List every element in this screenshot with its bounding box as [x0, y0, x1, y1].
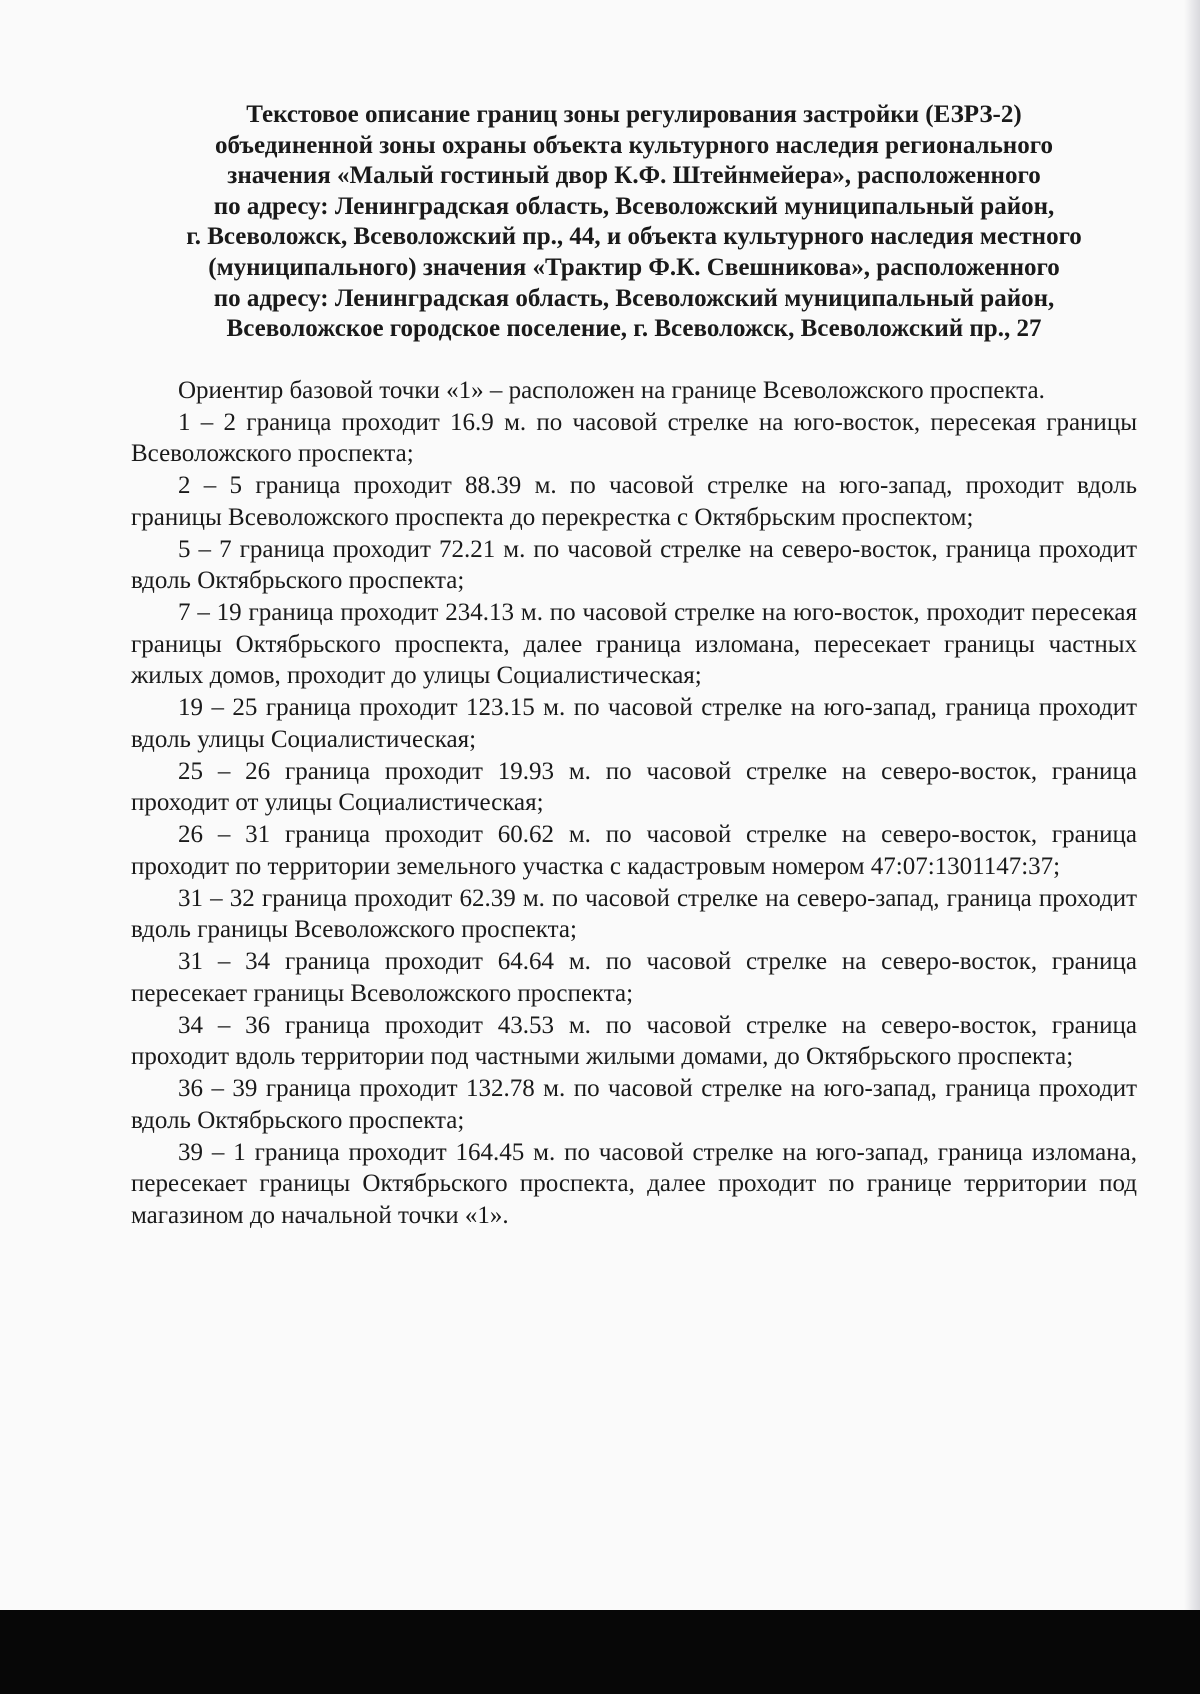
document-body: [131, 375, 1137, 1232]
paragraph-segment-36-39: 36 – 39 граница проходит 132.78 м. по часовой стрелке на юго-запад, граница проходит вдоль Октябрьского проспекта;: [131, 1075, 1137, 1134]
paragraph-segment-1-2: 1 – 2 граница проходит 16.9 м. по часовой стрелке на юго-восток, пересекая границы Всеволожского проспекта;: [131, 408, 1137, 468]
paragraph-segment-39-1: 39 – 1 граница проходит 164.45 м. по часовой стрелке на юго-запад, граница изломана, пересекает границы Октябрьского проспекта, далее проходит по границе территории под магазином до начальной точки «1».: [131, 1138, 1137, 1229]
title-line: (муниципального) значения «Трактир Ф.К. Свешникова», расположенного: [208, 253, 1060, 281]
title-line: Всеволожское городское поселение, г. Всеволожск, Всеволожский пр., 27: [226, 315, 1042, 343]
title-line: г. Всеволожск, Всеволожский пр., 44, и объекта культурного наследия местного: [186, 223, 1082, 251]
paragraph-segment-26-31: 26 – 31 граница проходит 60.62 м. по часовой стрелке на северо-восток, граница проходит по территории земельного участка с кадастровым номером 47:07:1301147:37;: [131, 821, 1137, 880]
title-line: объединенной зоны охраны объекта культурного наследия регионального: [215, 131, 1053, 159]
document-title: [131, 100, 1137, 345]
paragraph-segment-25-26: 25 – 26 граница проходит 19.93 м. по часовой стрелке на северо-восток, граница проходит от улицы Социалистическая;: [131, 757, 1137, 817]
paragraph-segment-31-34: 31 – 34 граница проходит 64.64 м. по часовой стрелке на северо-восток, граница пересекает границы Всеволожского проспекта;: [131, 948, 1137, 1007]
paragraph-segment-19-25: 19 – 25 граница проходит 123.15 м. по часовой стрелке на юго-запад, граница проходит вдоль улицы Социалистическая;: [131, 694, 1137, 753]
paragraph-segment-5-7: 5 – 7 граница проходит 72.21 м. по часовой стрелке на северо-восток, граница проходит вдоль Октябрьского проспекта;: [131, 535, 1137, 595]
scan-footer-bar: [0, 1610, 1200, 1694]
paragraph-segment-34-36: 34 – 36 граница проходит 43.53 м. по часовой стрелке на северо-восток, граница проходит вдоль территории под частными жилыми домами, до Октябрьского проспекта;: [131, 1011, 1137, 1071]
paragraph-segment-2-5: 2 – 5 граница проходит 88.39 м. по часовой стрелке на юго-запад, проходит вдоль границы Всеволожского проспекта до перекрестка с Октябрьским проспектом;: [131, 472, 1137, 531]
title-line: по адресу: Ленинградская область, Всеволожский муниципальный район,: [213, 192, 1055, 220]
paragraph-segment-31-32: 31 – 32 граница проходит 62.39 м. по часовой стрелке на северо-запад, граница проходит вдоль границы Всеволожского проспекта;: [131, 884, 1137, 944]
title-line: значения «Малый гостиный двор К.Ф. Штейнмейера», расположенного: [227, 162, 1041, 190]
page-edge-shadow: [1184, 0, 1200, 1610]
title-line: Текстовое описание границ зоны регулирования застройки (ЕЗРЗ-2): [246, 101, 1022, 128]
title-line: по адресу: Ленинградская область, Всеволожский муниципальный район,: [213, 284, 1055, 312]
paragraph-segment-7-19: 7 – 19 граница проходит 234.13 м. по часовой стрелке на юго-восток, проходит пересекая границы Октябрьского проспекта, далее граница изломана, пересекает границы частных жилых домов, проходит до улицы Социалистическая;: [131, 599, 1137, 690]
paragraph-base-point: Ориентир базовой точки «1» – расположен на границе Всеволожского проспекта.: [178, 376, 1045, 404]
